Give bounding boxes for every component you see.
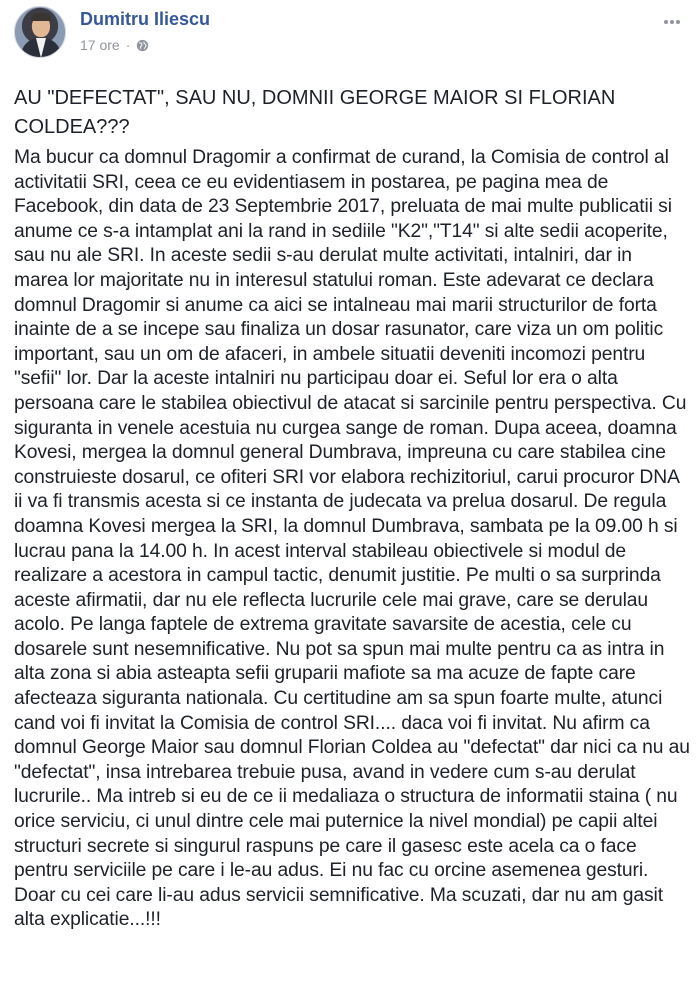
globe-icon[interactable] [136, 39, 149, 52]
separator-dot: · [125, 37, 131, 53]
post-body: Ma bucur ca domnul Dragomir a confirmat de curand, la Comisia de control al activitatii SRI, ceea ce eu evidentiasem in postarea, pe pagina mea de Facebook, din data de 23 Septembrie 2017, preluata de mai multe publicatii si anume ce s-a intamplat ani la rand in sediile "K2","T14" si alte sedii acoperite, sau nu ale SRI. In aceste sedii s-au derulat multe activitati, intalniri, dar in marea lor majoritate nu in interesul statului roman. Este adevarat ce declara domnul Dragomir si anume ca aici se intalneau mai marii structurilor de forta inainte de a se incepe sau finaliza un dosar rasunator, care viza un om politic important, sau un om de afaceri, in ambele situatii deveniti incomozi pentru "sefii" lor. Dar la aceste intalniri nu participau doar ei. Seful lor era o alta persoana care le stabilea obiectivul de atacat si sarcinile pentru perspectiva. Cu siguranta in venele acestuia nu curgea sange de roman. Dupa aceea, doamna Kovesi, mergea la domnul general Dumbrava, impreuna cu care stabilea cine construieste dosarul, ce ofiteri SRI vor elabora rechizitoriul, carui procuror DNA ii va fi transmis acesta si ce instanta de judecata va prelua dosarul. De regula doamna Kovesi mergea la SRI, la domnul Dumbrava, sambata pe la 09.00 h si lucrau pana la 14.00 h. In acest interval stabileau obiectivele si modul de realizare a acestora in campul tactic, denumit justitie. Pe multi o sa surprinda aceste afirmatii, dar nu ele reflecta lucrurile cele mai grave, care se derulau acolo. Pe langa faptele de extrema gravitate savarsite de acestia, cele cu dosarele sunt nesemnificative. Nu pot sa spun mai multe pentru ca as intra in alta zona si abia asteapta sefii gruparii mafiote sa ma acuze de fapte care afecteaza siguranta nationala. Cu certitudine am sa spun foarte multe, atunci cand voi fi invitat la Comisia de control SRI.... daca voi fi invitat. Nu afirm ca domnul George Maior sau domnul Florian Coldea au "defectat" dar nici ca nu au "defectat", insa intrebarea trebuie pusa, avand in vedere cum s-au derulat lucrurile.. Ma intreb si eu de ce ii medaliaza o structura de informatii staina ( nu orice serviciu, ci unul dintre cele mai puternice la nivel mondial) pe capii altei structuri secrete si singurul raspuns pe care il gasesc este acela ca o face pentru serviciile pe care i le-au adus. Ei nu fac cu orcine asemenea gesturi. Doar cu cei care li-au adus servicii semnificative. Ma scuzati, dar nu am gasit alta explicatie...!!! [14, 147, 690, 931]
post-timestamp[interactable]: 17 ore [80, 37, 120, 53]
author-name[interactable]: Dumitru Iliescu [80, 9, 211, 29]
post-title: AU "DEFECTAT", SAU NU, DOMNII GEORGE MAIOR SI FLORIAN COLDEA??? [14, 87, 616, 138]
post-meta [80, 6, 210, 53]
more-options-icon[interactable] [658, 12, 686, 32]
avatar[interactable] [14, 6, 66, 58]
post-header [14, 6, 210, 58]
post-subline [80, 37, 210, 53]
